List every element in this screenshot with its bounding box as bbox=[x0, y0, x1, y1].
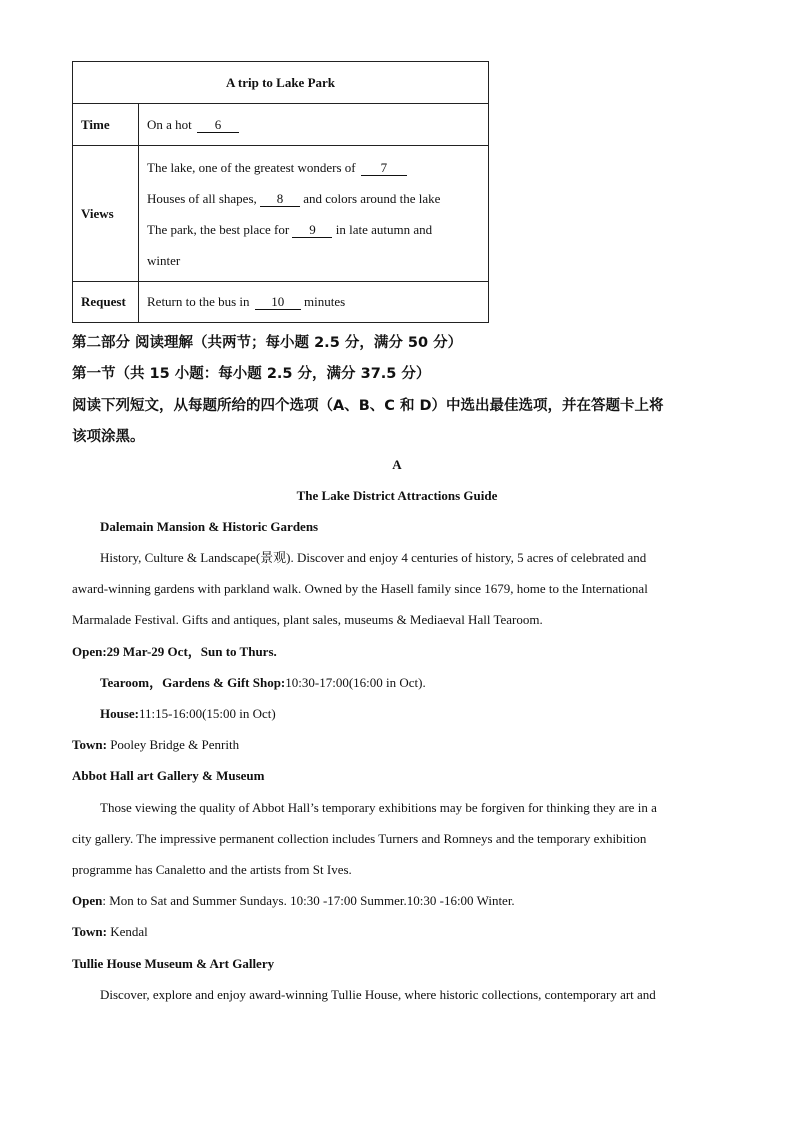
table-title: A trip to Lake Park bbox=[73, 62, 489, 104]
dalemain-house: House:11:15-16:00(15:00 in Oct) bbox=[100, 706, 276, 721]
dalemain-body-2: award-winning gardens with parkland walk. Owned by the Hasell family since 1679, home to the International bbox=[72, 581, 648, 596]
time-cell bbox=[139, 104, 489, 146]
passage-title: The Lake District Attractions Guide bbox=[296, 488, 498, 503]
part-heading: 第二部分 阅读理解（共两节；每小题 2.5 分，满分 50 分） bbox=[72, 335, 463, 351]
dalemain-open: Open:29 Mar-29 Oct，Sun to Thurs. bbox=[72, 644, 277, 659]
views-line-2: Houses of all shapes, 8 and colors around the lake bbox=[147, 190, 441, 206]
abbot-heading: Abbot Hall art Gallery & Museum bbox=[72, 768, 265, 783]
abbot-body-1: Those viewing the quality of Abbot Hall’s temporary exhibitions may be forgiven for thinking they are in a bbox=[100, 800, 657, 815]
passage-letter: A bbox=[392, 457, 402, 472]
blank-8: 8 bbox=[260, 192, 300, 207]
sub-heading: 第一节（共 15 小题：每小题 2.5 分，满分 37.5 分） bbox=[72, 366, 431, 382]
dalemain-town: Town: Pooley Bridge & Penrith bbox=[72, 737, 240, 752]
views-label: Views bbox=[73, 146, 139, 282]
dalemain-body-3: Marmalade Festival. Gifts and antiques, plant sales, museums & Mediaeval Hall Tearoom. bbox=[72, 612, 543, 627]
instruction-line-1: 阅读下列短文，从每题所给的四个选项（A、B、C 和 D）中选出最佳选项，并在答题卡上将 bbox=[72, 398, 664, 414]
blank-9: 9 bbox=[292, 223, 332, 238]
request-label: Request bbox=[73, 282, 139, 323]
blank-10: 10 bbox=[255, 295, 301, 310]
time-label: Time bbox=[73, 104, 139, 146]
time-text: On a hot bbox=[147, 116, 192, 132]
views-line-1: The lake, one of the greatest wonders of 7 bbox=[147, 152, 480, 183]
abbot-body-2: city gallery. The impressive permanent collection includes Turners and Romneys and the temporary exhibition bbox=[72, 831, 647, 846]
dalemain-heading: Dalemain Mansion & Historic Gardens bbox=[100, 519, 319, 534]
dalemain-body-1: History, Culture & Landscape(景观). Discover and enjoy 4 centuries of history, 5 acres of celebrated and bbox=[100, 550, 647, 565]
views-cell bbox=[139, 146, 489, 282]
views-line-4: winter bbox=[147, 252, 181, 268]
views-line-3: The park, the best place for 9 in late autumn and bbox=[147, 221, 433, 237]
blank-6: 6 bbox=[197, 118, 239, 133]
tullie-body-1: Discover, explore and enjoy award-winning Tullie House, where historic collections, contemporary art and bbox=[100, 987, 656, 1002]
blank-7: 7 bbox=[361, 161, 407, 176]
instruction-line-2: 该项涂黑。 bbox=[72, 429, 145, 445]
request-cell: Return to the bus in 10 minutes bbox=[139, 282, 489, 323]
abbot-open: Open: Mon to Sat and Summer Sundays. 10:30 -17:00 Summer.10:30 -16:00 Winter. bbox=[72, 893, 515, 908]
abbot-body-3: programme has Canaletto and the artists from St Ives. bbox=[72, 862, 352, 877]
abbot-town: Town: Kendal bbox=[72, 924, 148, 939]
dalemain-tearoom: Tearoom，Gardens & Gift Shop:10:30-17:00(16:00 in Oct). bbox=[100, 675, 426, 690]
trip-table bbox=[72, 61, 489, 323]
tullie-heading: Tullie House Museum & Art Gallery bbox=[72, 956, 275, 971]
